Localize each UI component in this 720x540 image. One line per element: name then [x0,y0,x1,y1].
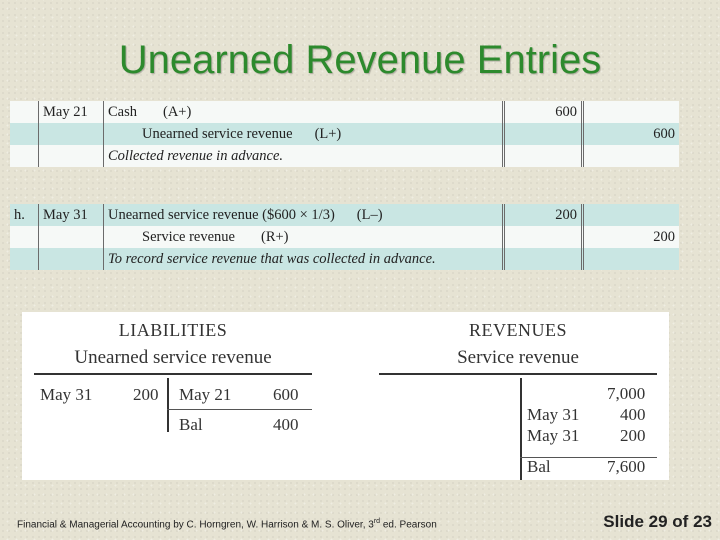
entry-debit [504,226,583,248]
citation-text: Financial & Managerial Accounting by C. Horngren, W. Harrison & M. S. Oliver, 3 [17,519,374,531]
account-effect: (L+) [314,125,342,142]
entry-credit: 200 [583,226,680,248]
balance-label: Bal [527,457,551,476]
citation-superscript: rd [373,518,381,525]
journal-row [10,123,679,145]
revenues-heading: REVENUES [469,320,567,340]
entry-label [10,101,39,123]
credit-amount: 600 [273,385,299,404]
journal-row [10,248,679,270]
journal-row [10,226,679,248]
t-account-name: Service revenue [457,347,579,368]
revenue-line-amount: 7,000 [607,384,646,403]
revenue-line-amount: 400 [620,405,646,424]
journal-entry-may-21 [10,101,679,167]
entry-date [39,123,104,145]
account-effect: (A+) [163,103,192,120]
balance-amount: 400 [273,415,299,434]
entry-label [10,123,39,145]
revenues-t-account [379,320,657,480]
balance-amount: 7,600 [607,457,646,476]
entry-date [39,226,104,248]
account-name: Unearned service revenue [142,125,293,142]
journal-row [10,101,679,123]
footer-citation [17,518,437,530]
debit-amount: 200 [133,385,159,404]
t-accounts-panel [22,312,669,480]
slide-number [603,512,712,532]
liabilities-heading: LIABILITIES [118,320,228,340]
account-name: Service revenue [142,228,235,245]
balance-label: Bal [179,415,203,434]
credit-date: May 21 [179,385,232,404]
entry-explanation: Collected revenue in advance. [104,145,504,167]
journal-row [10,145,679,167]
slide-prefix: Slide [603,512,644,531]
slide-title: Unearned Revenue Entries [118,38,602,82]
entry-explanation: To record service revenue that was collected in advance. [104,248,504,270]
entry-account [104,204,504,226]
revenue-line-amount: 200 [620,426,646,445]
liabilities-t-account [34,320,312,480]
entry-label: h. [10,204,39,226]
t-account-top-bar [34,373,312,375]
entry-debit [504,123,583,145]
slide-current: 29 [648,512,668,531]
entry-label [10,226,39,248]
slide-total: 23 [693,512,712,531]
account-name: Unearned service revenue ($600 × 1/3) [108,206,335,223]
entry-account [104,123,504,145]
citation-suffix: ed. Pearson [380,519,437,531]
t-account-divider [167,378,169,432]
t-account-balance-rule [167,409,312,410]
debit-date: May 31 [40,385,93,404]
t-account-divider [520,378,522,480]
entry-date [39,145,104,167]
entry-label [10,248,39,270]
entry-account [104,226,504,248]
entry-debit [504,248,583,270]
entry-date: May 21 [39,101,104,123]
t-account-top-bar [379,373,657,375]
entry-date [39,248,104,270]
t-account-name: Unearned service revenue [74,347,272,368]
journal-row [10,204,679,226]
entry-credit [583,145,680,167]
revenue-line-date: May 31 [527,426,580,445]
revenue-line-date: May 31 [527,405,580,424]
entry-debit: 200 [504,204,583,226]
account-effect: (R+) [261,228,289,245]
account-name: Cash [108,103,137,120]
slide-of: of [672,512,689,531]
entry-debit [504,145,583,167]
journal-entry-may-31 [10,204,679,270]
account-effect: (L–) [356,206,383,223]
entry-account [104,101,504,123]
entry-label [10,145,39,167]
entry-credit: 600 [583,123,680,145]
entry-credit [583,248,680,270]
entry-credit [583,204,680,226]
entry-date: May 31 [39,204,104,226]
entry-credit [583,101,680,123]
entry-debit: 600 [504,101,583,123]
